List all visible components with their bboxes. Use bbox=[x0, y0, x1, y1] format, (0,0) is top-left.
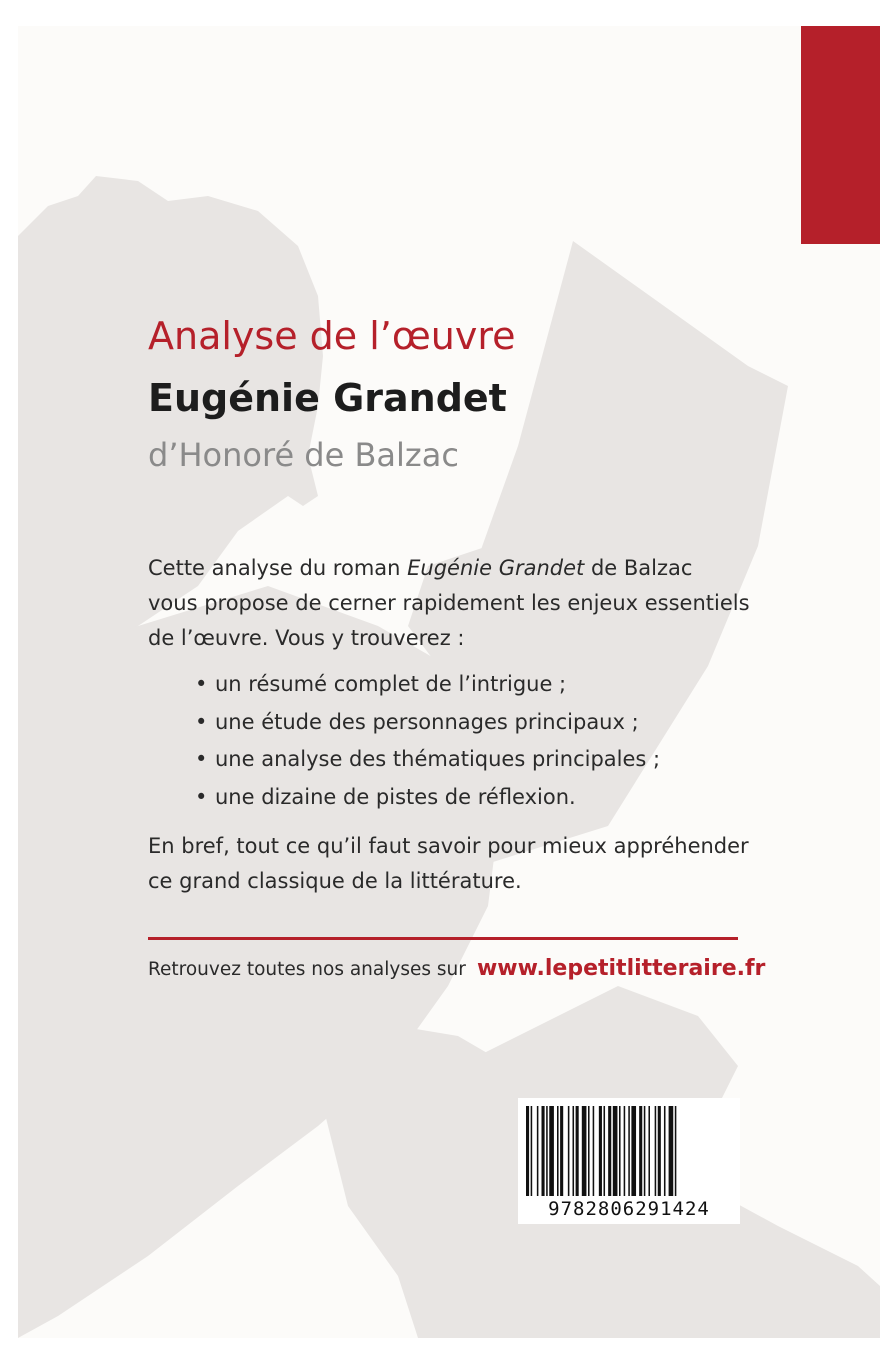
book-title: Eugénie Grandet bbox=[148, 376, 507, 420]
intro-line-3: de l’œuvre. Vous y trouverez : bbox=[148, 626, 465, 650]
barcode-bar bbox=[613, 1106, 618, 1196]
red-divider bbox=[148, 937, 738, 940]
intro-book-title-italic: Eugénie Grandet bbox=[407, 556, 585, 580]
bullet-icon: • bbox=[195, 672, 208, 696]
barcode-bars bbox=[526, 1106, 732, 1196]
website-link[interactable]: www.lepetitlitteraire.fr bbox=[476, 956, 766, 981]
barcode-bar bbox=[608, 1106, 611, 1196]
barcode-bar bbox=[624, 1106, 626, 1196]
barcode-bar bbox=[669, 1106, 674, 1196]
list-item-text: une étude des personnages principaux ; bbox=[215, 709, 639, 734]
barcode-bar bbox=[644, 1106, 646, 1196]
barcode-bar bbox=[537, 1106, 539, 1196]
bullet-icon: • bbox=[195, 709, 208, 734]
barcode-bar bbox=[628, 1106, 630, 1196]
author-name: d’Honoré de Balzac bbox=[148, 436, 459, 474]
barcode-bar bbox=[639, 1106, 642, 1196]
barcode-bar bbox=[588, 1106, 590, 1196]
barcode-bar bbox=[568, 1106, 570, 1196]
barcode-bar bbox=[542, 1106, 545, 1196]
bullet-icon: • bbox=[195, 747, 208, 771]
list-item bbox=[195, 666, 660, 704]
barcode-bar bbox=[573, 1106, 575, 1196]
list-item bbox=[195, 741, 660, 779]
series-title: Analyse de l’œuvre bbox=[148, 314, 516, 358]
barcode-bar bbox=[664, 1106, 666, 1196]
conclusion-line-2: ce grand classique de la littérature. bbox=[148, 869, 522, 893]
barcode-bar bbox=[526, 1106, 529, 1196]
barcode-bar bbox=[619, 1106, 621, 1196]
barcode-bar bbox=[655, 1106, 657, 1196]
barcode-bar bbox=[531, 1106, 533, 1196]
intro-text-start: Cette analyse du roman bbox=[148, 556, 408, 580]
barcode-bar bbox=[582, 1106, 587, 1196]
list-item bbox=[195, 779, 660, 817]
intro-text-end: de Balzac bbox=[584, 556, 693, 580]
footer bbox=[148, 956, 765, 981]
barcode-bar bbox=[631, 1106, 636, 1196]
barcode-bar bbox=[593, 1106, 595, 1196]
intro-line-1 bbox=[148, 551, 748, 586]
barcode-bar bbox=[648, 1106, 650, 1196]
barcode bbox=[518, 1098, 740, 1224]
barcode-bar bbox=[560, 1106, 563, 1196]
conclusion-line-1: En bref, tout ce qu’il faut savoir pour mieux appréhender bbox=[148, 834, 749, 858]
book-back-cover bbox=[18, 26, 880, 1338]
barcode-bar bbox=[549, 1106, 554, 1196]
isbn-number: 9782806291424 bbox=[548, 1198, 710, 1220]
intro-paragraph bbox=[148, 551, 748, 656]
barcode-bar bbox=[546, 1106, 548, 1196]
list-item bbox=[195, 704, 660, 742]
barcode-bar bbox=[675, 1106, 677, 1196]
barcode-bar bbox=[557, 1106, 559, 1196]
barcode-bar bbox=[599, 1106, 602, 1196]
intro-line-2: vous propose de cerner rapidement les enjeux essentiels bbox=[148, 591, 750, 615]
footer-text: Retrouvez toutes nos analyses sur bbox=[148, 959, 466, 980]
list-item-text: une dizaine de pistes de réflexion. bbox=[215, 784, 576, 809]
conclusion-paragraph bbox=[148, 829, 758, 899]
list-item-text: une analyse des thématiques principales ; bbox=[215, 747, 661, 771]
barcode-bar bbox=[576, 1106, 579, 1196]
list-item-text: un résumé complet de l’intrigue ; bbox=[215, 672, 567, 696]
red-corner-tab bbox=[801, 26, 880, 244]
barcode-bar bbox=[604, 1106, 606, 1196]
bullet-icon: • bbox=[195, 784, 208, 809]
barcode-bar bbox=[658, 1106, 661, 1196]
contents-bullet-list bbox=[195, 666, 660, 816]
